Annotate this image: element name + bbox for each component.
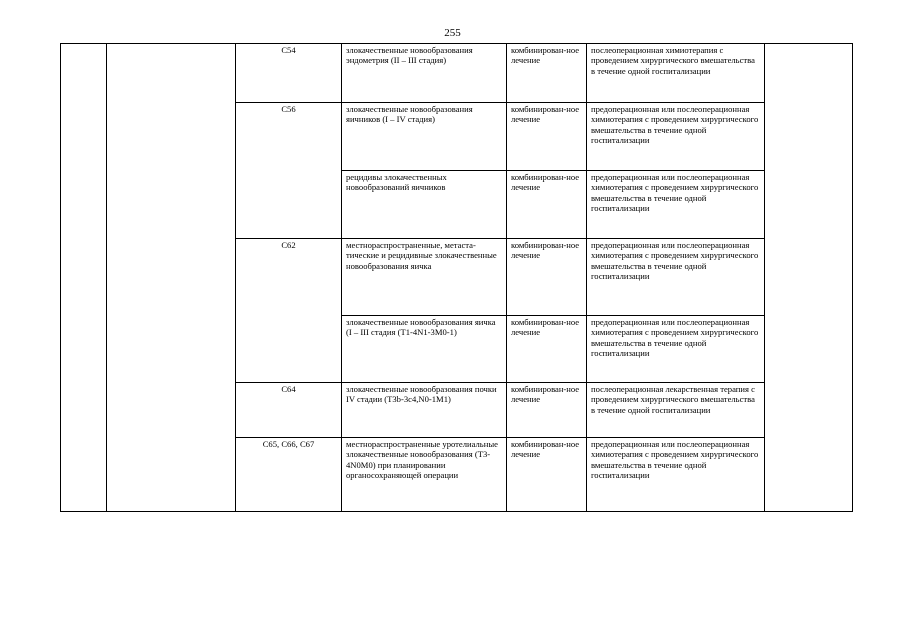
- treatment-method-cell: предоперационная или послеоперационная химиотерапия с проведением хирургического вмешательства в течение одной госпитализации: [587, 103, 765, 171]
- table-row: [61, 44, 853, 103]
- treatment-method-cell: предоперационная или послеоперационная химиотерапия с проведением хирургического вмешательства в течение одной госпитализации: [587, 171, 765, 239]
- treatment-type-cell: комбинирован-ное лечение: [507, 316, 587, 383]
- diagnosis-cell: злокачественные новообразования яичка (I – III стадия (T1-4N1-3M0-1): [342, 316, 507, 383]
- treatment-method-cell: послеоперационная лекарственная терапия с проведением хирургического вмешательства в течение одной госпитализации: [587, 383, 765, 438]
- diagnosis-cell: местнораспространенные, метаста-тические и рецидивные злокачественные новообразования яичка: [342, 239, 507, 316]
- treatment-type-cell: комбинирован-ное лечение: [507, 103, 587, 171]
- treatment-method-cell: предоперационная или послеоперационная химиотерапия с проведением хирургического вмешательства в течение одной госпитализации: [587, 438, 765, 512]
- page-number: 255: [444, 27, 461, 39]
- treatment-type-cell: комбинирован-ное лечение: [507, 239, 587, 316]
- diagnosis-cell: злокачественные новообразования эндометрия (II – III стадия): [342, 44, 507, 103]
- icd-code-cell: C56: [236, 103, 342, 239]
- treatment-method-cell: послеоперационная химиотерапия с проведением хирургического вмешательства в течение одной госпитализации: [587, 44, 765, 103]
- icd-code-cell: C54: [236, 44, 342, 103]
- section-name-cell: [107, 44, 236, 512]
- row-number-cell: [61, 44, 107, 512]
- treatment-method-cell: предоперационная или послеоперационная химиотерапия с проведением хирургического вмешательства в течение одной госпитализации: [587, 316, 765, 383]
- diagnosis-cell: рецидивы злокачественных новообразований яичников: [342, 171, 507, 239]
- treatment-type-cell: комбинирован-ное лечение: [507, 171, 587, 239]
- diagnosis-cell: злокачественные новообразования почки IV стадии (T3b-3c4,N0-1M1): [342, 383, 507, 438]
- icd-code-cell: C65, C66, C67: [236, 438, 342, 512]
- treatment-method-cell: предоперационная или послеоперационная химиотерапия с проведением хирургического вмешательства в течение одной госпитализации: [587, 239, 765, 316]
- treatment-table: [60, 43, 853, 512]
- treatment-type-cell: комбинирован-ное лечение: [507, 383, 587, 438]
- diagnosis-cell: местнораспространенные уротелиальные злокачественные новообразования (T3-4N0M0) при планировании органосохраняющей операции: [342, 438, 507, 512]
- treatment-type-cell: комбинирован-ное лечение: [507, 438, 587, 512]
- standard-cost-cell: [765, 44, 853, 512]
- icd-code-cell: C62: [236, 239, 342, 383]
- icd-code-cell: C64: [236, 383, 342, 438]
- treatment-type-cell: комбинирован-ное лечение: [507, 44, 587, 103]
- diagnosis-cell: злокачественные новообразования яичников (I – IV стадия): [342, 103, 507, 171]
